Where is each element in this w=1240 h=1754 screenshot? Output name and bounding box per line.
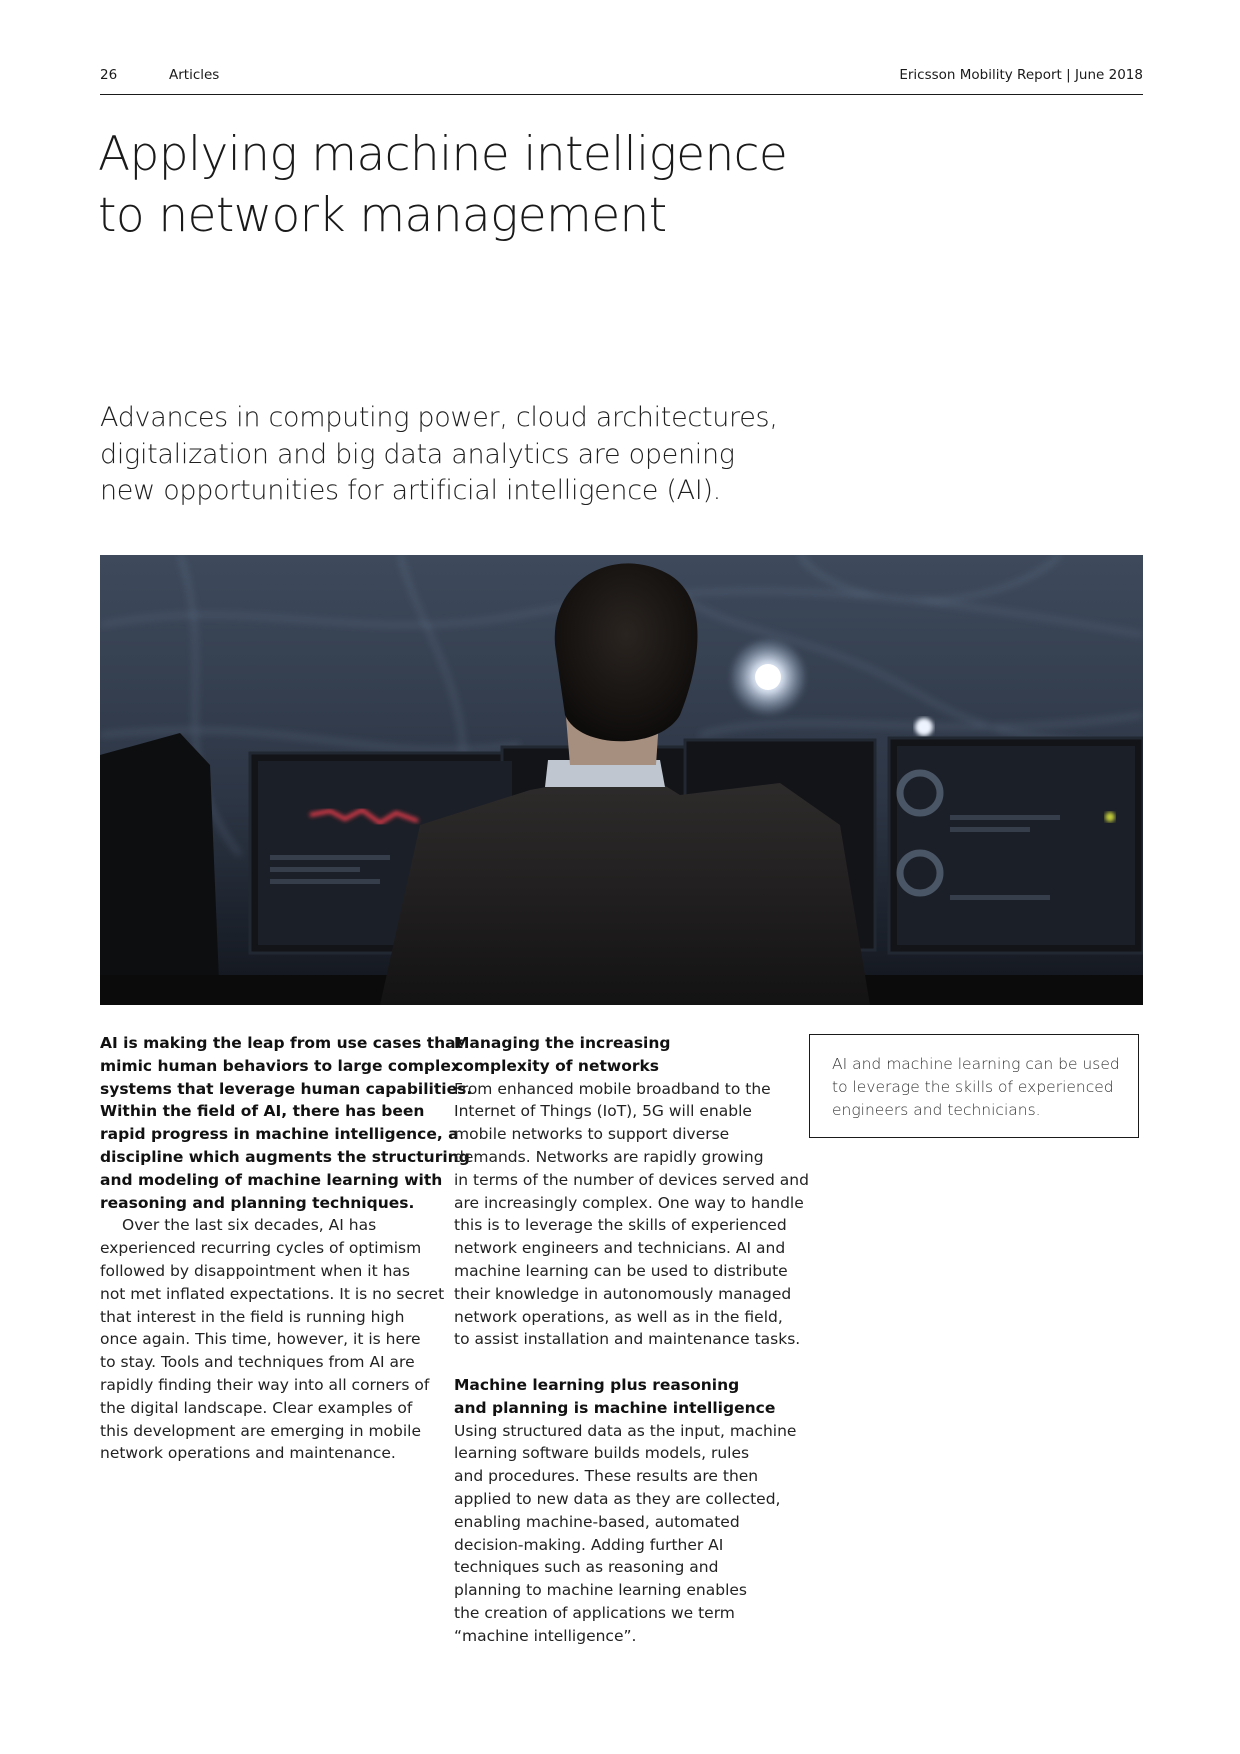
body-line: that interest in the field is running high xyxy=(100,1307,405,1326)
pull-quote-line: engineers and technicians. xyxy=(832,1100,1041,1119)
body-line: network operations and maintenance. xyxy=(100,1444,396,1463)
section-heading: Machine learning plus reasoning xyxy=(454,1375,740,1394)
body-line: not met inflated expectations. It is no secret xyxy=(100,1284,445,1303)
body-line: From enhanced mobile broadband to the xyxy=(454,1079,771,1098)
hero-photo xyxy=(100,555,1143,1005)
publication-label: Ericsson Mobility Report | June 2018 xyxy=(899,67,1143,83)
intro-line: mimic human behaviors to large complex xyxy=(100,1056,461,1075)
column-one xyxy=(100,1032,473,1465)
body-line: network operations, as well as in the field, xyxy=(454,1307,783,1326)
body-line: planning to machine learning enables xyxy=(454,1581,747,1600)
article-lead xyxy=(100,400,860,510)
body-line: learning software builds models, rules xyxy=(454,1444,750,1463)
section-label: Articles xyxy=(169,67,220,83)
body-line: decision-making. Adding further AI xyxy=(454,1535,724,1554)
section-heading: Managing the increasing xyxy=(454,1034,671,1052)
body-line: are increasingly complex. One way to handle xyxy=(454,1193,804,1212)
title-line: to network management xyxy=(98,188,667,243)
body-line: Using structured data as the input, machine xyxy=(454,1421,797,1440)
body-line: “machine intelligence”. xyxy=(454,1626,637,1645)
lead-line: digitalization and big data analytics are opening xyxy=(100,438,735,470)
page-number: 26 xyxy=(100,67,118,83)
body-line: once again. This time, however, it is here xyxy=(100,1330,421,1349)
body-line: the digital landscape. Clear examples of xyxy=(100,1398,413,1417)
intro-line: and modeling of machine learning with xyxy=(100,1170,443,1189)
body-line: to stay. Tools and techniques from AI are xyxy=(100,1353,415,1372)
body-line: followed by disappointment when it has xyxy=(100,1261,410,1280)
pull-quote-line: AI and machine learning can be used xyxy=(832,1055,1120,1073)
body-line: network engineers and technicians. AI and xyxy=(454,1239,786,1258)
body-line: this development are emerging in mobile xyxy=(100,1421,422,1440)
pull-quote-box xyxy=(809,1034,1139,1138)
body-line: enabling machine-based, automated xyxy=(454,1512,740,1531)
intro-line: rapid progress in machine intelligence, a xyxy=(100,1125,459,1144)
body-line: the creation of applications we term xyxy=(454,1603,735,1622)
running-header xyxy=(100,64,1143,95)
body-line: experienced recurring cycles of optimism xyxy=(100,1239,422,1258)
pull-quote-line: to leverage the skills of experienced xyxy=(832,1077,1114,1096)
body-line: and procedures. These results are then xyxy=(454,1467,759,1486)
body-line: techniques such as reasoning and xyxy=(454,1558,719,1577)
body-line: Over the last six decades, AI has xyxy=(122,1216,377,1235)
operator-at-monitors-illustration xyxy=(100,555,1143,1005)
body-line: machine learning can be used to distribute xyxy=(454,1261,788,1280)
body-line: mobile networks to support diverse xyxy=(454,1125,730,1144)
column-two xyxy=(454,1032,809,1648)
body-line: their knowledge in autonomously managed xyxy=(454,1284,792,1303)
body-line: demands. Networks are rapidly growing xyxy=(454,1147,764,1166)
intro-line: reasoning and planning techniques. xyxy=(100,1193,415,1212)
body-line: this is to leverage the skills of experienced xyxy=(454,1216,787,1235)
body-line: Internet of Things (IoT), 5G will enable xyxy=(454,1102,752,1121)
paragraph-gap xyxy=(454,1351,799,1374)
lead-line: new opportunities for artificial intelligence (AI). xyxy=(100,475,721,506)
body-line: to assist installation and maintenance tasks. xyxy=(454,1330,801,1349)
body-line: rapidly finding their way into all corners of xyxy=(100,1375,430,1394)
intro-line: systems that leverage human capabilities. xyxy=(100,1079,473,1098)
lead-line: Advances in computing power, cloud architectures, xyxy=(100,402,778,433)
body-line: applied to new data as they are collected, xyxy=(454,1489,781,1508)
body-line: in terms of the number of devices served and xyxy=(454,1170,809,1189)
intro-line: AI is making the leap from use cases that xyxy=(100,1034,464,1052)
section-heading: and planning is machine intelligence xyxy=(454,1398,776,1417)
section-heading: complexity of networks xyxy=(454,1056,660,1075)
article-title xyxy=(98,124,898,246)
intro-line: Within the field of AI, there has been xyxy=(100,1102,425,1121)
intro-line: discipline which augments the structuring xyxy=(100,1147,470,1166)
title-line: Applying machine intelligence xyxy=(98,127,788,182)
